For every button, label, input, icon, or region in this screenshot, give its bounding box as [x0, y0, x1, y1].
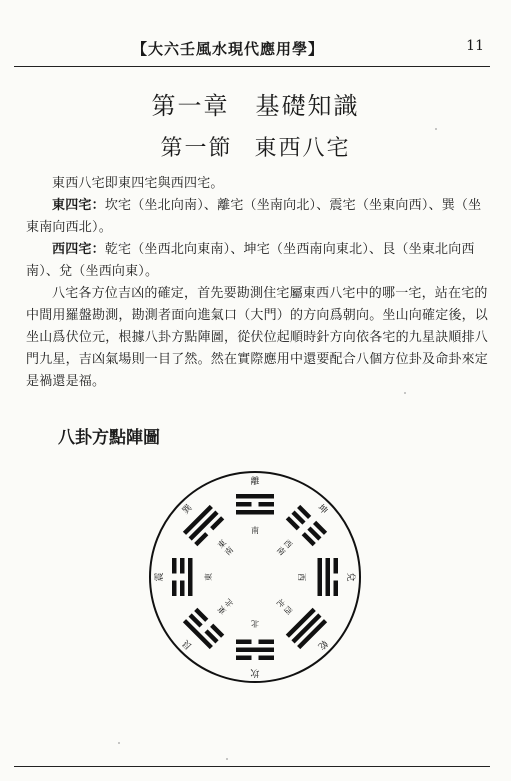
trigram-name: 乾 [315, 637, 329, 651]
footer-rule [14, 766, 490, 767]
series-title: 【大六壬風水現代應用學】 [132, 40, 325, 58]
trigram-direction: 北 [251, 619, 259, 628]
trigram-yang-line [236, 494, 274, 499]
page-number: 11 [466, 38, 484, 54]
trigram-name: 巽 [181, 503, 195, 517]
paragraph-west-four [26, 239, 490, 283]
scan-speck [226, 758, 228, 760]
scan-speck [118, 742, 120, 744]
scan-speck [404, 392, 406, 394]
trigram-yang-line [318, 558, 323, 596]
section-title: 東西八宅 [254, 136, 351, 161]
trigram-direction: 西 [281, 603, 294, 616]
trigram-name: 坤 [315, 503, 329, 517]
trigram-yin-segment [172, 581, 177, 597]
trigram-group [170, 586, 246, 662]
figure-title: 八卦方點陣圖 [58, 428, 160, 448]
paragraph-method: 八宅各方位吉凶的確定，首先要勘測住宅屬東西八宅中的哪一宅，站在宅的中間用羅盤勘測，勘測者面向進氣口（大門）的方向爲朝向。坐山向確定後，以坐山爲伏位元，根據八卦方點陣圖，從伏位起順時針方向依各宅的九星訣順排八門九星，吉凶氣場則一目了然。然在實際應用中還要配合八個方位卦及命卦來定是禍還是福。 [26, 286, 489, 389]
trigram-yin-segment [236, 502, 252, 507]
trigram-direction: 東 [216, 538, 229, 551]
trigram-yin-segment [236, 640, 252, 645]
paragraph-east-four [26, 195, 490, 239]
trigram-group [154, 558, 213, 596]
trigram-group [236, 475, 274, 535]
trigram-yang-line [188, 558, 193, 596]
trigram-group [170, 492, 246, 568]
scan-speck [435, 128, 437, 130]
trigram-name: 震 [155, 572, 165, 582]
section-heading [0, 131, 511, 162]
trigram-yang-line [236, 648, 274, 653]
paragraph-intro: 東西八宅即東四宅與西四宅。 [52, 176, 224, 191]
trigram-name: 兌 [345, 572, 355, 582]
bagua-svg [148, 470, 362, 684]
trigram-yin-segment [334, 581, 339, 597]
trigram-yang-line [326, 558, 331, 596]
trigram-direction: 東 [204, 573, 213, 581]
trigram-yin-segment [259, 640, 275, 645]
trigram-direction: 南 [223, 545, 236, 558]
body-text [26, 173, 490, 393]
trigram-yin-segment [236, 656, 252, 661]
trigram-group [297, 558, 357, 596]
trigram-yin-segment [172, 558, 177, 574]
trigram-direction: 西 [297, 573, 306, 581]
east-four-text: 坎宅（坐北向南）、離宅（坐南向北）、震宅（坐東向西）、巽（坐東南向西北）。 [26, 198, 482, 235]
trigram-name: 離 [250, 477, 260, 487]
trigram-direction: 南 [274, 545, 287, 558]
trigram-yin-segment [334, 558, 339, 574]
trigram-direction: 南 [251, 526, 259, 535]
page-header [14, 34, 490, 64]
trigram-group [236, 619, 274, 679]
east-four-label: 東四宅： [52, 198, 105, 213]
trigram-yin-segment [259, 502, 275, 507]
trigram-yin-segment [180, 558, 185, 574]
trigram-name: 坎 [250, 667, 260, 677]
header-rule [14, 66, 490, 67]
trigram-yin-segment [180, 581, 185, 597]
section-number: 第一節 [160, 136, 233, 161]
bagua-diagram [148, 470, 362, 688]
west-four-label: 西四宅： [52, 242, 105, 257]
trigram-name: 艮 [181, 637, 195, 651]
trigram-direction: 西 [281, 538, 294, 551]
trigram-direction: 北 [274, 596, 287, 609]
trigram-yin-segment [259, 656, 275, 661]
trigram-yang-line [236, 510, 274, 515]
trigram-direction: 東 [216, 603, 229, 616]
chapter-heading [0, 86, 511, 121]
chapter-title: 基礎知識 [255, 92, 360, 120]
chapter-number: 第一章 [151, 92, 230, 120]
trigram-direction: 北 [223, 596, 236, 609]
west-four-text: 乾宅（坐西北向東南）、坤宅（坐西南向東北）、艮（坐東北向西南）、兌（坐西向東）。 [26, 242, 475, 279]
